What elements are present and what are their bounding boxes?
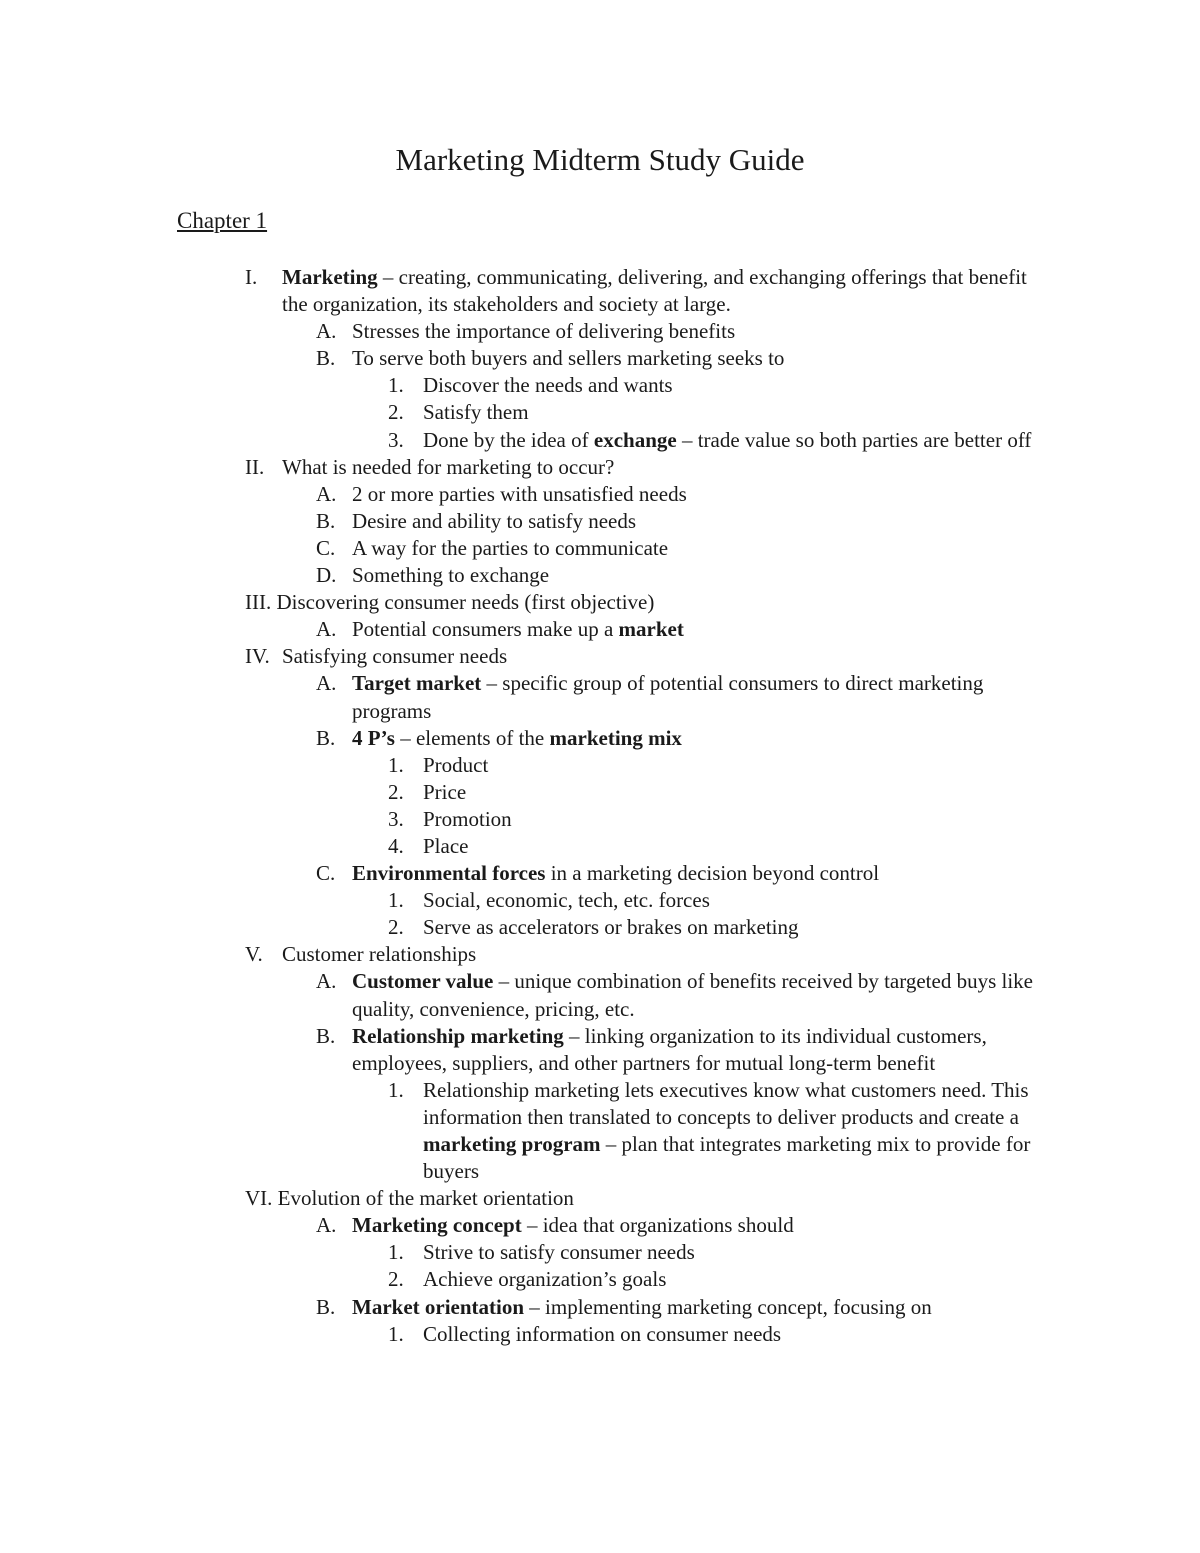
- list-marker: 4.: [388, 833, 404, 858]
- list-marker: A.: [316, 319, 337, 344]
- item-text: Price: [423, 779, 467, 804]
- outline: [0, 264, 1200, 1348]
- item-text: Done by the idea of: [423, 427, 594, 452]
- definition: – linking organization to its individual customers, employees, suppliers, and other partners for mutual long-term benefit: [352, 1023, 987, 1075]
- list-item: [0, 535, 1200, 562]
- term: Marketing: [282, 265, 378, 289]
- definition: in a marketing decision beyond control: [545, 861, 880, 886]
- item-text: To serve both buyers and sellers marketing seeks to: [352, 346, 785, 371]
- list-marker: D.: [316, 563, 337, 588]
- page-title: Marketing Midterm Study Guide: [395, 142, 805, 177]
- list-item: [0, 1321, 1200, 1348]
- term: Environmental forces: [352, 861, 546, 886]
- list-item: [0, 318, 1200, 345]
- list-item: [0, 427, 1200, 454]
- section-heading: Discovering consumer needs (first objective): [276, 590, 655, 615]
- definition: – plan that integrates marketing mix to provide for buyers: [423, 1132, 1031, 1184]
- list-item: [0, 481, 1200, 508]
- item-text: Place: [423, 833, 469, 858]
- definition: – trade value so both parties are better off: [676, 427, 1032, 452]
- list-marker: B.: [316, 1294, 336, 1319]
- list-item: [0, 562, 1200, 589]
- list-marker: 2.: [388, 400, 404, 425]
- section-heading: What is needed for marketing to occur?: [282, 454, 615, 479]
- list-item: [0, 806, 1200, 833]
- chapter-heading: Chapter 1: [177, 208, 268, 233]
- list-marker: III.: [245, 590, 272, 615]
- list-item: [0, 670, 1200, 724]
- list-marker: 3.: [388, 806, 404, 831]
- list-marker: 1.: [388, 373, 404, 398]
- list-marker: 3.: [388, 427, 404, 452]
- section-5: [0, 941, 1200, 968]
- list-item: [0, 1239, 1200, 1266]
- list-marker: B.: [316, 725, 336, 750]
- list-item: [0, 1212, 1200, 1239]
- item-text: Relationship marketing lets executives know what customers need. This information then translated to concepts to deliver products and create a: [423, 1077, 1029, 1129]
- definition: – specific group of potential consumers to direct marketing programs: [352, 671, 984, 723]
- item-text: 2 or more parties with unsatisfied needs: [352, 481, 687, 506]
- list-marker: A.: [316, 1213, 337, 1238]
- list-item: [0, 887, 1200, 914]
- section-6: [0, 1185, 1200, 1212]
- item-text: Achieve organization’s goals: [423, 1267, 667, 1292]
- section-heading: Satisfying consumer needs: [282, 644, 508, 669]
- section-4: [0, 643, 1200, 670]
- item-text: Social, economic, tech, etc. forces: [423, 888, 710, 913]
- list-marker: B.: [316, 508, 336, 533]
- list-item: [0, 508, 1200, 535]
- list-item: [0, 968, 1200, 1022]
- section-3: [0, 589, 1200, 616]
- item-text: Serve as accelerators or brakes on marketing: [423, 915, 799, 940]
- term: marketing mix: [549, 725, 682, 750]
- definition: – implementing marketing concept, focusing on: [524, 1294, 932, 1319]
- list-marker: A.: [316, 671, 337, 696]
- list-item: [0, 860, 1200, 887]
- list-item: [0, 616, 1200, 643]
- list-marker: A.: [316, 617, 337, 642]
- section-1: [0, 264, 1200, 318]
- list-marker: IV.: [245, 644, 270, 669]
- term: exchange: [593, 427, 677, 452]
- term: Market orientation: [352, 1294, 525, 1319]
- list-marker: II.: [245, 454, 265, 479]
- definition: – idea that organizations should: [521, 1213, 794, 1238]
- list-marker: A.: [316, 969, 337, 994]
- definition: – unique combination of benefits received by targeted buys like quality, convenience, pricing, etc.: [352, 969, 1033, 1021]
- list-marker: V.: [245, 942, 263, 967]
- list-item: [0, 1294, 1200, 1321]
- list-item: [0, 1077, 1200, 1185]
- term: market: [618, 617, 684, 642]
- item-text: A way for the parties to communicate: [352, 535, 669, 560]
- item-text: Product: [423, 752, 489, 777]
- term: marketing program: [423, 1132, 601, 1156]
- term: 4 P’s: [352, 725, 395, 750]
- item-text: Desire and ability to satisfy needs: [352, 508, 637, 533]
- list-item: [0, 1266, 1200, 1293]
- section-heading: Evolution of the market orientation: [277, 1186, 574, 1211]
- item-text: Stresses the importance of delivering benefits: [352, 319, 736, 344]
- definition: – elements of the: [394, 725, 550, 750]
- term: Target market: [352, 671, 482, 696]
- list-item: [0, 752, 1200, 779]
- list-marker: 1.: [388, 1321, 404, 1346]
- list-item: [0, 372, 1200, 399]
- list-marker: 2.: [388, 779, 404, 804]
- list-marker: C.: [316, 535, 336, 560]
- list-item: [0, 399, 1200, 426]
- definition: – creating, communicating, delivering, and exchanging offerings that benefit the organization, its stakeholders and society at large.: [282, 265, 1027, 317]
- list-marker: B.: [316, 1023, 336, 1048]
- list-marker: C.: [316, 861, 336, 886]
- list-item: [0, 345, 1200, 372]
- item-text: Collecting information on consumer needs: [423, 1321, 782, 1346]
- list-item: [0, 914, 1200, 941]
- list-item: [0, 1023, 1200, 1077]
- list-marker: I.: [245, 265, 258, 289]
- list-item: [0, 779, 1200, 806]
- list-marker: 2.: [388, 915, 404, 940]
- list-marker: 1.: [388, 1240, 404, 1265]
- list-marker: 1.: [388, 752, 404, 777]
- list-marker: A.: [316, 481, 337, 506]
- item-text: Strive to satisfy consumer needs: [423, 1240, 695, 1265]
- list-marker: 1.: [388, 888, 404, 913]
- item-text: Potential consumers make up a: [352, 617, 619, 642]
- list-item: [0, 725, 1200, 752]
- list-marker: VI.: [245, 1186, 273, 1211]
- term: Marketing concept: [352, 1213, 522, 1238]
- list-item: [0, 833, 1200, 860]
- item-text: Satisfy them: [423, 400, 529, 425]
- item-text: Promotion: [423, 806, 512, 831]
- term: Relationship marketing: [352, 1023, 564, 1048]
- list-marker: B.: [316, 346, 336, 371]
- list-marker: 1.: [388, 1077, 404, 1102]
- term: Customer value: [352, 969, 494, 994]
- list-marker: 2.: [388, 1267, 404, 1292]
- section-2: [0, 454, 1200, 481]
- item-text: Something to exchange: [352, 563, 550, 588]
- item-text: Discover the needs and wants: [423, 373, 673, 398]
- section-heading: Customer relationships: [282, 942, 477, 967]
